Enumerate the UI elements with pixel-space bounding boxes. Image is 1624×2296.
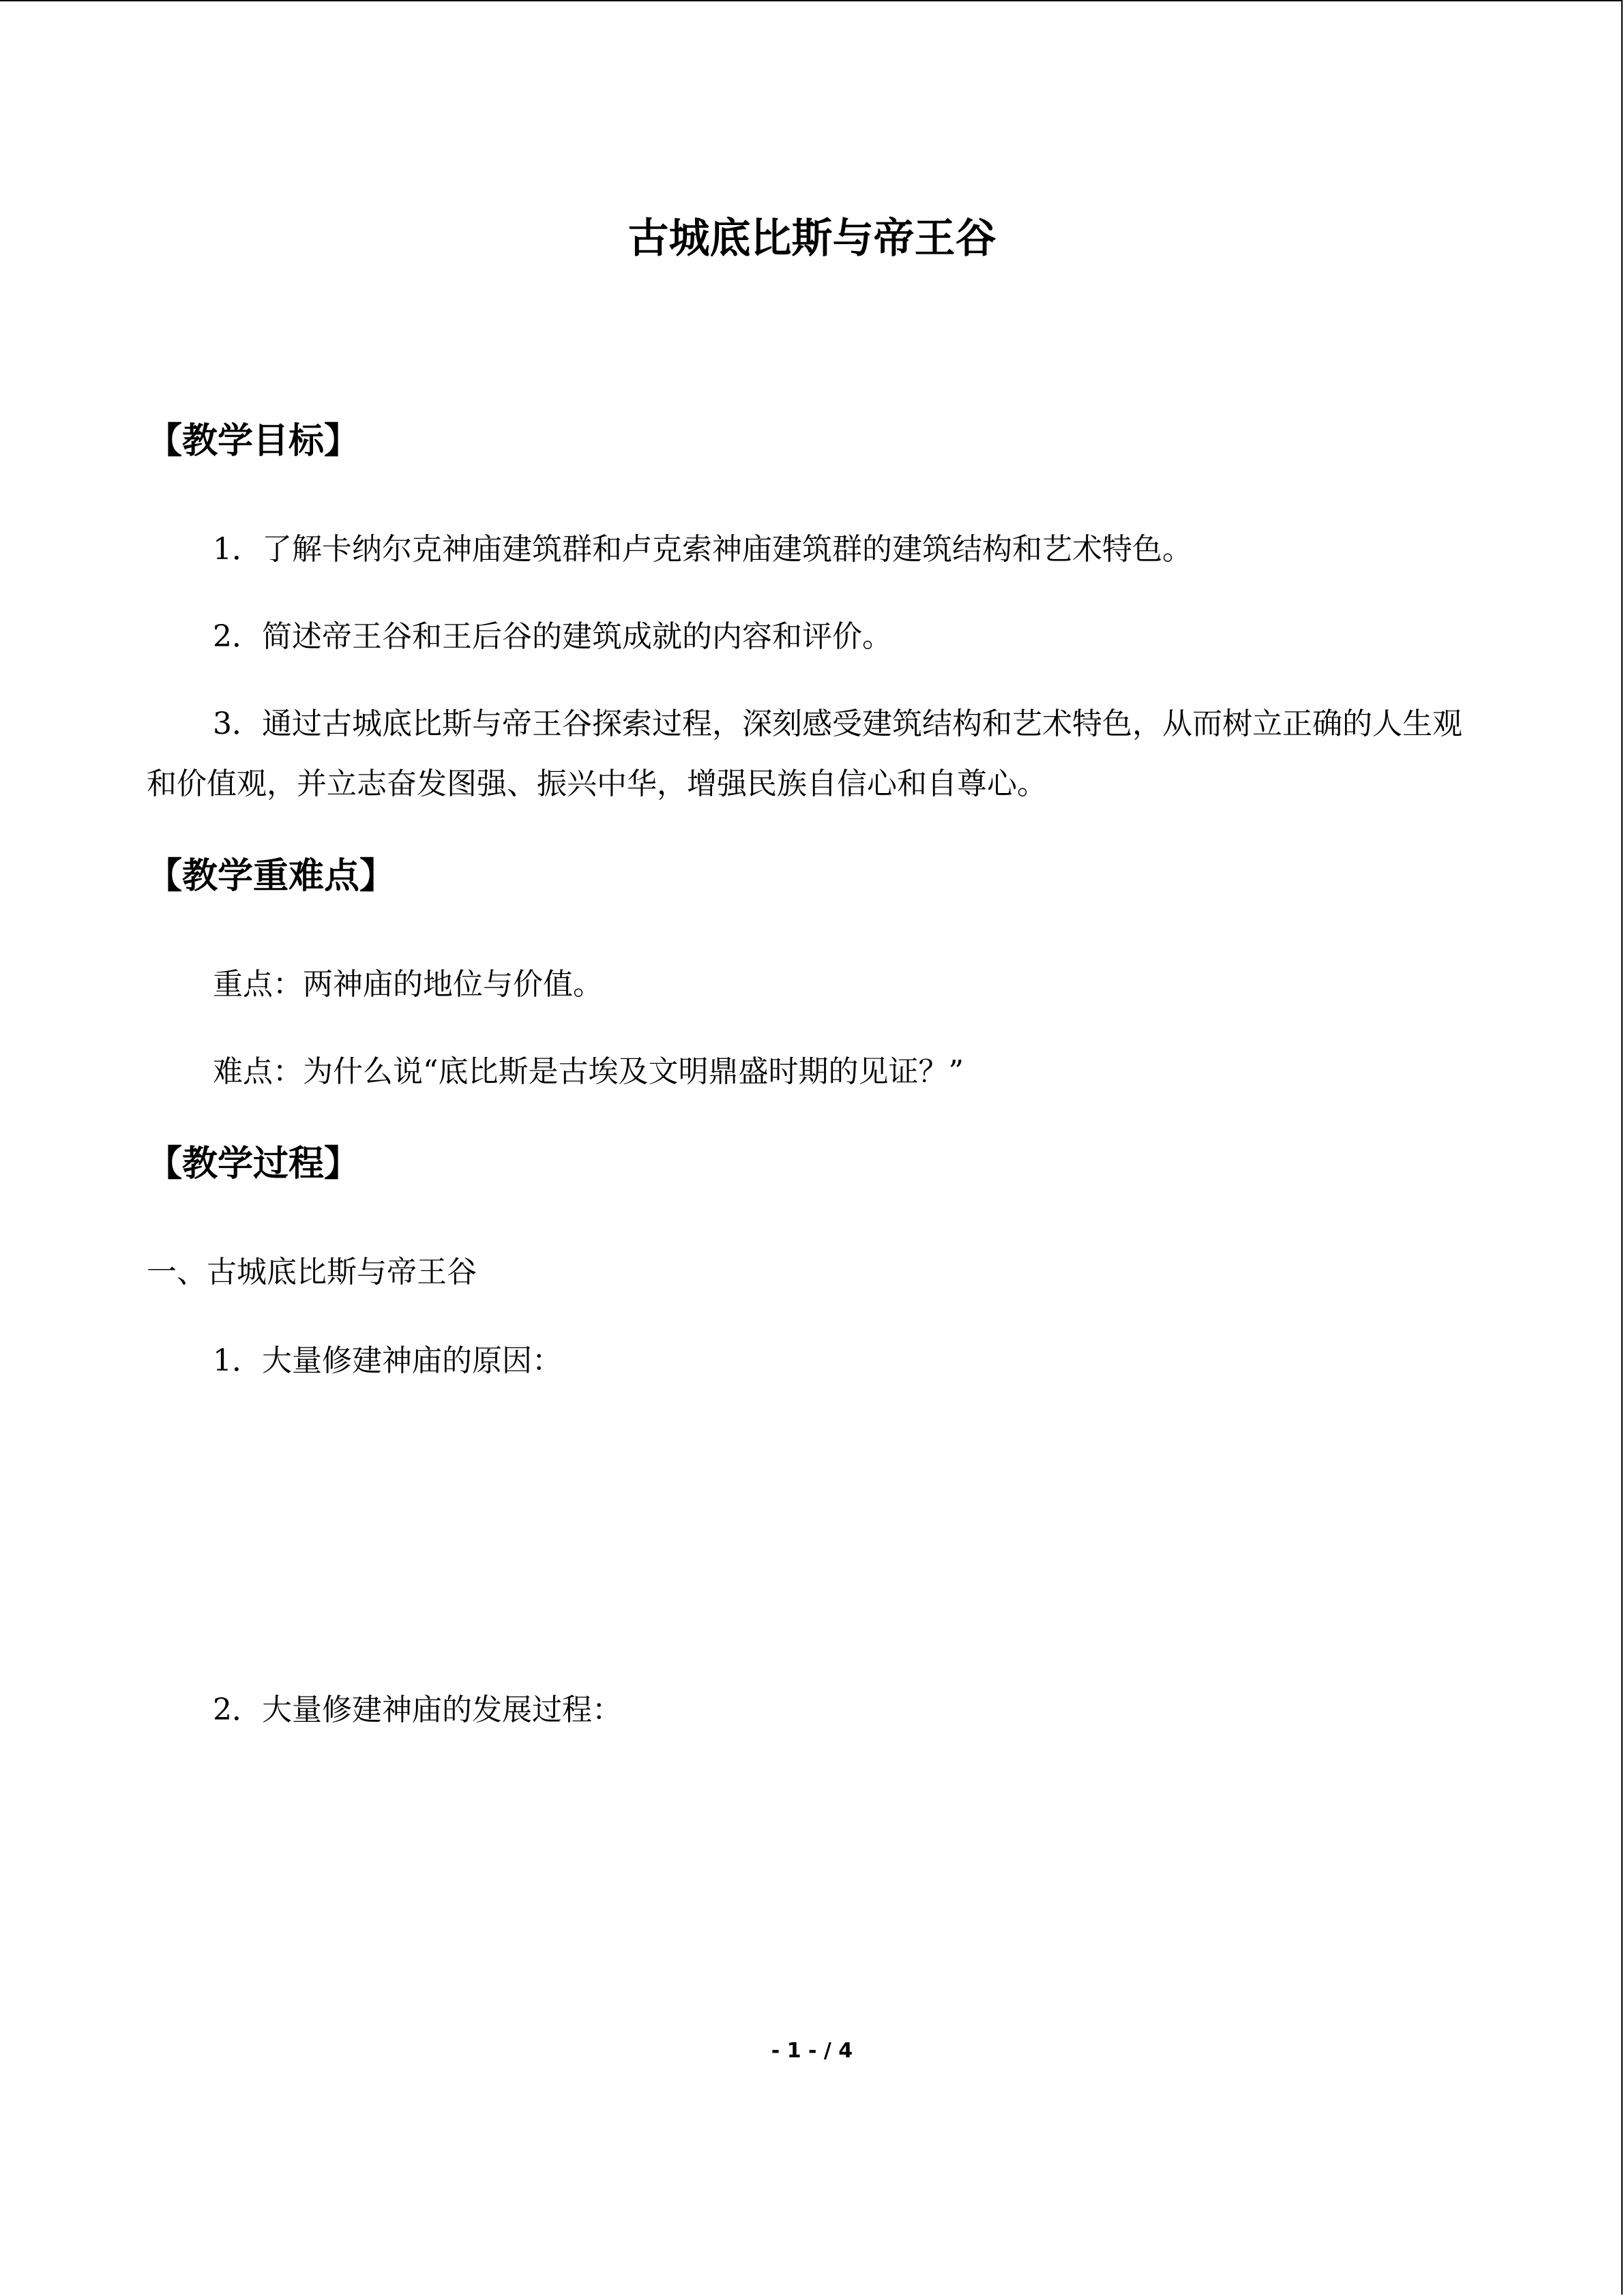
key-points-heading: 【教学重难点】 — [147, 856, 396, 897]
document-title: 古城底比斯与帝王谷 — [628, 215, 996, 263]
process-heading: 【教学过程】 — [147, 1144, 360, 1184]
process-part-one: 一、古城底比斯与帝王谷 — [147, 1255, 477, 1289]
objective-item-1: 1．了解卡纳尔克神庙建筑群和卢克索神庙建筑群的建筑结构和艺术特色。 — [213, 532, 1192, 567]
difficulty-point: 难点：为什么说“底比斯是古埃及文明鼎盛时期的见证？” — [213, 1054, 964, 1089]
page-number: - 1 - / 4 — [771, 2039, 853, 2063]
key-point: 重点：两神庙的地位与价值。 — [213, 967, 603, 1002]
process-item-2: 2．大量修建神庙的发展过程： — [213, 1693, 622, 1727]
process-item-1: 1．大量修建神庙的原因： — [213, 1343, 562, 1378]
objective-item-2: 2．简述帝王谷和王后谷的建筑成就的内容和评价。 — [213, 619, 892, 654]
objectives-heading: 【教学目标】 — [147, 421, 360, 462]
objective-item-3: 3．通过古城底比斯与帝王谷探索过程，深刻感受建筑结构和艺术特色，从而树立正确的人生观和价值观，并立志奋发图强、振兴中华，增强民族自信心和自尊心。 — [147, 706, 1462, 801]
